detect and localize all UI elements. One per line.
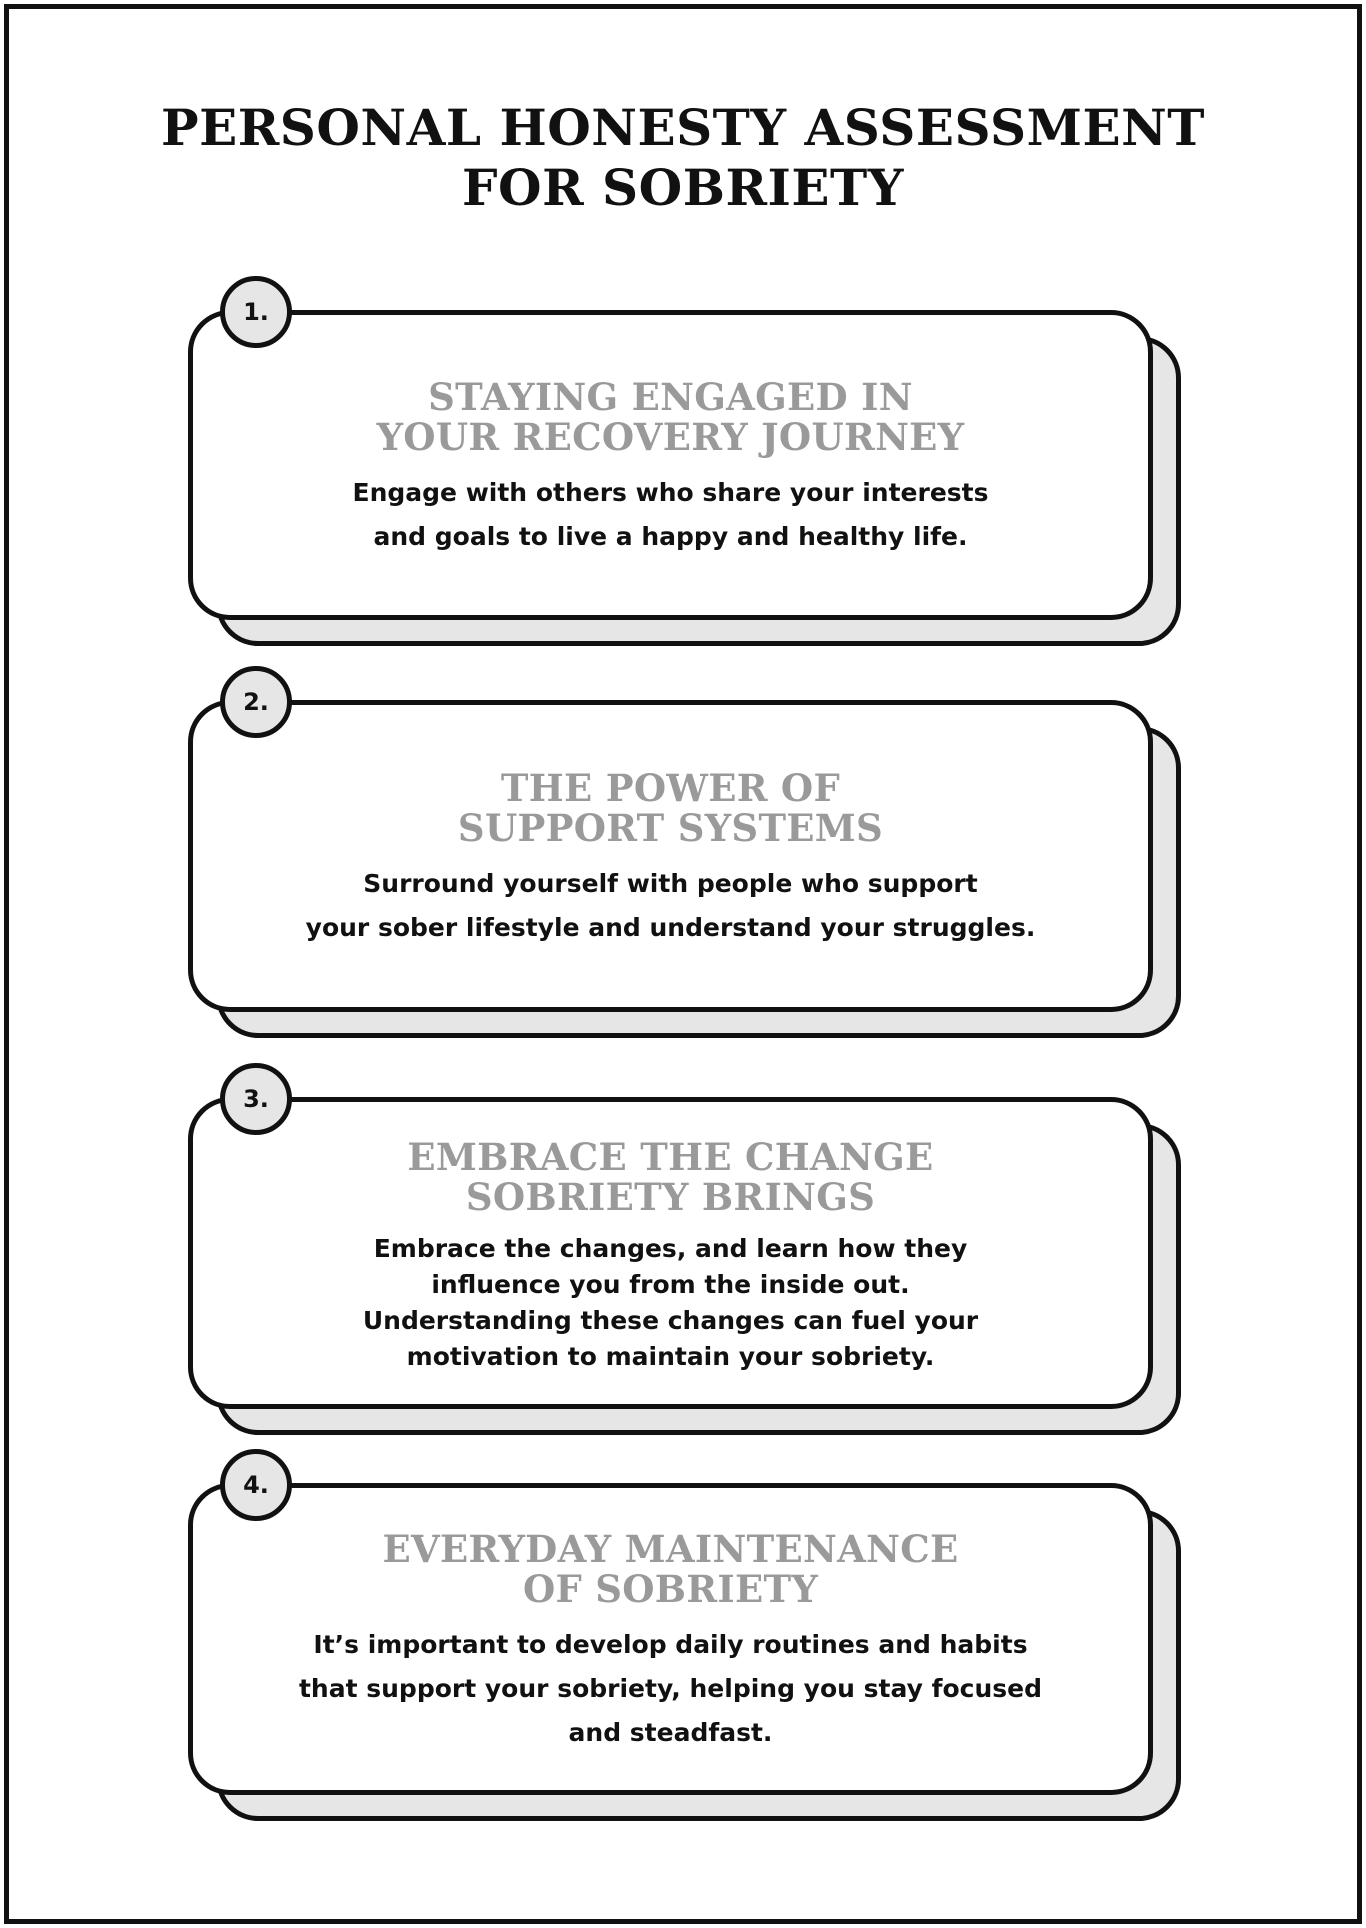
card-title-line: THE POWER OF <box>500 766 841 810</box>
page-title <box>0 98 1366 218</box>
step-number-badge: 2. <box>220 666 292 738</box>
card-title <box>458 768 883 848</box>
card-title <box>383 1529 959 1609</box>
card-title-line: EMBRACE THE CHANGE <box>407 1135 934 1179</box>
card-title <box>377 377 965 457</box>
card-text-line: Engage with others who share your interests <box>352 478 989 507</box>
card-box <box>188 1097 1153 1409</box>
card-text-line: Understanding these changes can fuel your <box>362 1306 979 1335</box>
card-embrace-change <box>188 1085 1153 1409</box>
step-number-badge: 3. <box>220 1063 292 1135</box>
card-text-line: Surround yourself with people who support <box>363 869 978 898</box>
card-title-line: OF SOBRIETY <box>522 1567 819 1611</box>
card-box <box>188 310 1153 620</box>
card-staying-engaged <box>188 298 1153 620</box>
page-title-line: FOR SOBRIETY <box>462 158 904 217</box>
card-text-line: and goals to live a happy and healthy life. <box>373 522 968 551</box>
card-description <box>353 471 989 559</box>
card-title-line: STAYING ENGAGED IN <box>428 375 913 419</box>
card-text-line: your sober lifestyle and understand your struggles. <box>305 913 1036 942</box>
card-text-line: influence you from the inside out. <box>431 1270 910 1299</box>
card-description <box>363 1231 978 1375</box>
card-title-line: SUPPORT SYSTEMS <box>457 806 884 850</box>
card-text-line: Embrace the changes, and learn how they <box>373 1234 968 1263</box>
card-title-line: SOBRIETY BRINGS <box>465 1175 876 1219</box>
card-title-line: YOUR RECOVERY JOURNEY <box>376 415 965 459</box>
card-description <box>299 1623 1042 1755</box>
card-support-systems <box>188 688 1153 1012</box>
card-title-line: EVERYDAY MAINTENANCE <box>382 1527 959 1571</box>
step-number-badge: 4. <box>220 1449 292 1521</box>
card-text-line: and steadfast. <box>568 1718 773 1747</box>
card-title <box>407 1137 933 1217</box>
card-box <box>188 1483 1153 1795</box>
card-text-line: that support your sobriety, helping you stay focused <box>298 1674 1042 1703</box>
step-number-badge: 1. <box>220 276 292 348</box>
card-text-line: motivation to maintain your sobriety. <box>406 1342 935 1371</box>
card-box <box>188 700 1153 1012</box>
page-title-line: PERSONAL HONESTY ASSESSMENT <box>160 98 1206 157</box>
card-text-line: It’s important to develop daily routines and habits <box>313 1630 1028 1659</box>
card-everyday-maintenance <box>188 1471 1153 1795</box>
card-description <box>306 862 1036 950</box>
